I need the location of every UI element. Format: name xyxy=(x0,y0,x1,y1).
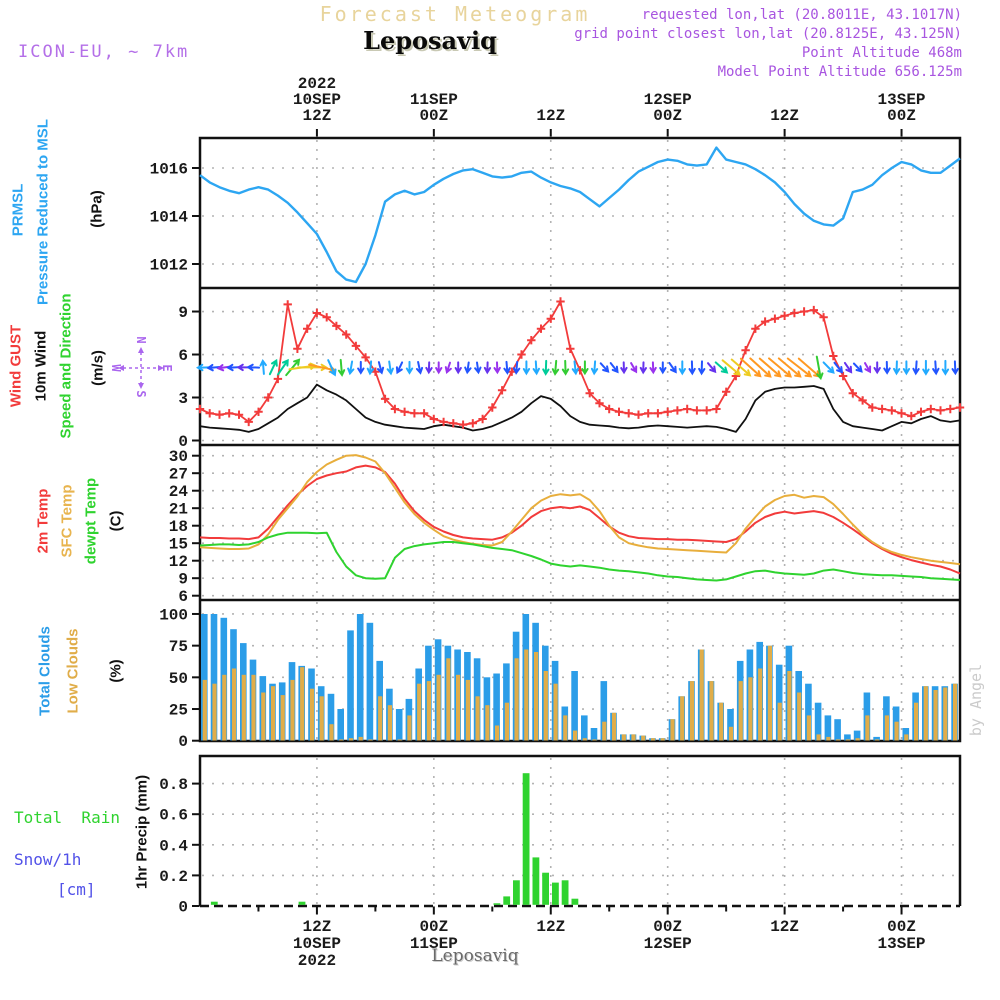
bottom-time-label: 2022 xyxy=(297,952,337,970)
compass-letter: S xyxy=(134,390,148,398)
wind-arrow xyxy=(270,361,277,375)
total-clouds-label: Total Clouds xyxy=(36,626,54,716)
wind-arrow xyxy=(563,361,568,374)
y-tick-label: 6 xyxy=(178,588,188,607)
wind-speeddir-label: Speed and Direction xyxy=(57,293,75,439)
wind-arrow xyxy=(854,364,862,372)
model-point-altitude: Model Point Altitude 656.125m xyxy=(717,64,962,80)
wind-arrow xyxy=(631,363,636,372)
wind-arrow xyxy=(553,361,558,374)
wind-arrow xyxy=(601,363,608,371)
bottom-time-label: 00Z xyxy=(419,918,449,936)
y-tick-label: 0.6 xyxy=(159,806,188,825)
wind-arrow xyxy=(524,361,529,373)
pressure-long-label: Pressure Reduced to MSL xyxy=(34,119,52,305)
wind-arrow xyxy=(845,363,851,372)
wind-arrow xyxy=(582,361,587,373)
point-altitude: Point Altitude 468m xyxy=(801,45,962,61)
temp-unit-label: (C) xyxy=(107,510,125,532)
y-tick-label: 1016 xyxy=(149,160,188,179)
top-time-axis xyxy=(293,75,926,137)
wind-arrow xyxy=(690,361,695,373)
total-clouds-bars xyxy=(201,614,958,741)
wind-arrow xyxy=(641,362,646,372)
wind-arrow xyxy=(456,362,461,372)
wind-arrow xyxy=(339,360,344,375)
station-name: Leposaviq xyxy=(363,26,497,55)
wind-arrow xyxy=(660,362,665,372)
wind-arrow xyxy=(407,362,412,373)
temp-sfc-line xyxy=(200,455,960,564)
clouds-unit-label: (%) xyxy=(107,659,125,683)
wind-arrow xyxy=(465,363,470,373)
bottom-time-label: 13SEP xyxy=(877,935,926,953)
wind-arrow xyxy=(426,362,431,372)
wind-arrow xyxy=(817,357,823,379)
top-time-label: 11SEP xyxy=(409,91,458,109)
wind-arrow xyxy=(913,361,918,373)
wind-arrow xyxy=(884,362,889,373)
top-time-label: 12Z xyxy=(302,107,332,125)
pressure-short-label: PRMSL xyxy=(9,183,27,237)
grid-point-coords: grid point closest lon,lat (20.8125E, 43.125N) xyxy=(574,26,962,42)
wind-arrow xyxy=(378,362,383,373)
y-tick-label: 6 xyxy=(178,347,188,366)
top-time-label: 12Z xyxy=(770,107,800,125)
top-time-label: 00Z xyxy=(419,107,449,125)
y-tick-label: 0.2 xyxy=(159,867,188,886)
top-time-label: 13SEP xyxy=(877,91,926,109)
bottom-time-label: 12Z xyxy=(770,918,800,936)
wind-arrow xyxy=(708,363,715,371)
wind-arrow xyxy=(904,361,909,373)
y-tick-label: 9 xyxy=(178,304,188,323)
bottom-time-label: 12Z xyxy=(536,918,566,936)
footer-station-name: Leposaviq xyxy=(431,946,519,966)
y-tick-label: 12 xyxy=(168,553,188,572)
wind-arrow xyxy=(348,362,353,374)
y-tick-label: 0 xyxy=(178,898,188,917)
pressure-unit-label: (hPa) xyxy=(88,190,106,228)
compass-letter: W xyxy=(109,364,123,372)
wind-arrow xyxy=(669,363,675,372)
wind-arrow xyxy=(475,363,480,373)
y-tick-label: 0 xyxy=(178,733,188,752)
y-tick-label: 24 xyxy=(168,483,188,502)
y-tick-label: 0.4 xyxy=(159,837,188,856)
y-tick-label: 30 xyxy=(168,448,188,467)
wind-arrow xyxy=(417,362,422,373)
wind-compass-icon xyxy=(109,336,174,397)
temp-2m-line xyxy=(200,466,960,574)
bottom-time-label: 12SEP xyxy=(643,935,692,953)
wind-arrow xyxy=(933,361,938,373)
temp-sfc-label: SFC Temp xyxy=(58,484,76,558)
top-time-label: 2022 xyxy=(297,75,337,93)
y-tick-label: 1014 xyxy=(149,208,188,227)
y-tick-label: 27 xyxy=(168,465,188,484)
y-tick-label: 21 xyxy=(168,500,188,519)
temp-dewpoint-line xyxy=(200,533,960,581)
wind-arrow xyxy=(716,362,727,372)
wind-arrow xyxy=(261,361,266,374)
page-title: Forecast Meteogram xyxy=(319,2,591,26)
bottom-time-label: 11SEP xyxy=(409,935,458,953)
wind-arrow xyxy=(388,362,393,374)
y-tick-label: 9 xyxy=(178,570,188,589)
y-tick-label: 75 xyxy=(168,638,188,657)
wind-speed-line xyxy=(200,385,960,432)
temp-dewpt-label: dewpt Temp xyxy=(82,477,100,565)
y-tick-label: 50 xyxy=(168,669,188,688)
watermark: by Angel xyxy=(967,663,985,737)
wind-arrow xyxy=(495,362,500,372)
wind-arrow xyxy=(865,363,870,372)
wind-arrow xyxy=(699,361,704,373)
bottom-time-axis xyxy=(258,907,925,971)
y-tick-label: 100 xyxy=(159,606,188,625)
wind-arrow xyxy=(943,361,948,374)
wind-arrow xyxy=(611,363,618,372)
low-clouds-bars xyxy=(203,646,958,741)
top-time-label: 00Z xyxy=(887,107,916,125)
wind-arrow xyxy=(650,362,655,372)
wind-10m-label: 10m Wind xyxy=(32,330,50,402)
top-time-label: 12Z xyxy=(536,107,566,125)
compass-letter: N xyxy=(134,336,148,344)
wind-unit-label: (m/s) xyxy=(89,350,107,386)
wind-arrow xyxy=(534,361,539,373)
wind-arrow xyxy=(875,362,880,372)
wind-arrow xyxy=(621,362,626,372)
wind-arrow xyxy=(741,359,760,376)
y-tick-label: 0.8 xyxy=(159,776,188,795)
wind-arrow xyxy=(923,361,928,374)
bottom-time-label: 00Z xyxy=(887,918,916,936)
wind-arrow xyxy=(485,362,490,372)
compass-letter: E xyxy=(160,364,174,372)
wind-arrow xyxy=(953,361,958,373)
wind-arrow xyxy=(894,361,899,373)
y-axes xyxy=(150,161,200,917)
wind-arrow xyxy=(248,365,259,370)
top-time-label: 00Z xyxy=(653,107,683,125)
wind-arrow xyxy=(680,361,685,373)
y-tick-label: 0 xyxy=(178,433,188,451)
model-name: ICON-EU, ~ 7km xyxy=(18,42,190,62)
bottom-time-label: 10SEP xyxy=(292,935,341,953)
bottom-time-label: 12Z xyxy=(302,918,332,936)
wind-arrow xyxy=(504,362,509,373)
grid-lines xyxy=(202,140,958,904)
y-tick-label: 18 xyxy=(168,518,188,537)
temp-2m-label: 2m Temp xyxy=(34,488,52,554)
y-tick-label: 15 xyxy=(168,535,188,554)
y-tick-label: 1012 xyxy=(149,256,188,275)
wind-arrow xyxy=(358,362,363,373)
y-tick-label: 3 xyxy=(178,390,188,409)
wind-arrow xyxy=(543,361,548,374)
snow-label: Snow/1h xyxy=(14,850,82,869)
top-time-label: 10SEP xyxy=(292,91,341,109)
wind-arrow xyxy=(824,362,834,372)
precip-bars xyxy=(211,773,578,905)
requested-coords: requested lon,lat (20.8011E, 43.1017N) xyxy=(641,7,962,23)
wind-arrow xyxy=(436,362,441,372)
bottom-time-label: 00Z xyxy=(653,918,683,936)
top-time-label: 12SEP xyxy=(643,91,692,109)
snow-unit-label: [cm] xyxy=(57,880,96,899)
precip-axis-label: 1hr Precip (mm) xyxy=(133,774,151,890)
total-rain-label: Total Rain xyxy=(14,808,120,827)
low-clouds-label: Low Clouds xyxy=(64,628,82,714)
wind-arrow xyxy=(592,361,597,373)
wind-arrow xyxy=(446,363,451,373)
wind-gust-label: Wind GUST xyxy=(7,324,25,408)
panel-frames xyxy=(200,138,960,906)
wind-arrow xyxy=(397,362,402,372)
y-tick-label: 25 xyxy=(168,701,188,720)
